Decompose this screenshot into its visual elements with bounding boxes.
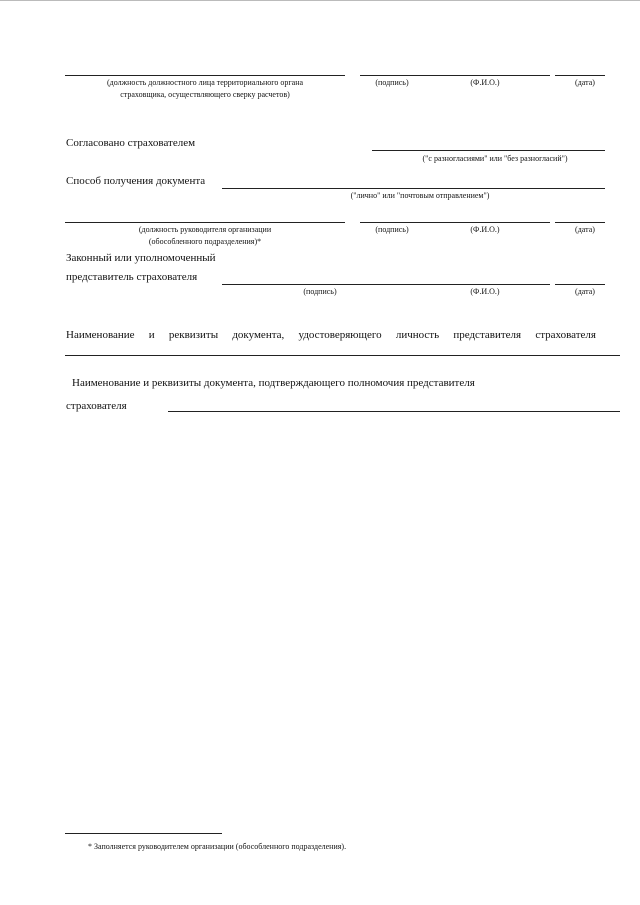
representative-line <box>222 284 550 285</box>
position-line-2 <box>65 222 345 223</box>
date-caption-1: (дата) <box>575 78 595 87</box>
fio-caption-1: (Ф.И.О.) <box>470 78 500 87</box>
position-caption-2a: (должность руководителя организации <box>138 225 272 234</box>
representative-label-2: представитель страхователя <box>66 271 198 283</box>
footnote-text: * Заполняется руководителем организации (обособленного подразделения). <box>88 842 347 851</box>
signature-caption-2: (подпись) <box>375 225 409 234</box>
signature-fio-line-1 <box>360 75 550 76</box>
date-caption-2: (дата) <box>575 225 595 234</box>
representative-fio-caption: (Ф.И.О.) <box>470 287 500 296</box>
representative-date-caption: (дата) <box>575 287 595 296</box>
authority-doc-label-1: Наименование и реквизиты документа, подтверждающего полномочия представителя <box>72 377 475 389</box>
authority-doc-line <box>168 411 620 412</box>
authority-doc-label-2: страхователя <box>66 400 127 412</box>
agreement-caption: ("с разногласиями" или "без разногласий") <box>422 154 568 163</box>
agreement-line <box>372 150 605 151</box>
date-line-1 <box>555 75 605 76</box>
representative-signature-caption: (подпись) <box>303 287 337 296</box>
representative-date-line <box>555 284 605 285</box>
identity-doc-line <box>65 355 620 356</box>
date-line-2 <box>555 222 605 223</box>
identity-doc-label: Наименование и реквизиты документа, удостоверяющего личность представителя страхователя <box>66 329 596 341</box>
position-caption-2b: (обособленного подразделения)* <box>148 237 262 246</box>
footnote-separator <box>65 833 222 834</box>
representative-label-1: Законный или уполномоченный <box>66 252 216 264</box>
fio-caption-2: (Ф.И.О.) <box>470 225 500 234</box>
signature-fio-line-2 <box>360 222 550 223</box>
scan-edge <box>0 0 640 1</box>
position-line-1 <box>65 75 345 76</box>
receipt-caption: ("лично" или "почтовым отправлением") <box>350 191 490 200</box>
position-caption-1b: страховщика, осуществляющего сверку расчетов) <box>120 90 290 99</box>
receipt-line <box>222 188 605 189</box>
signature-caption-1: (подпись) <box>375 78 409 87</box>
position-caption-1a: (должность должностного лица территориального органа <box>106 78 304 87</box>
agreement-label: Согласовано страхователем <box>66 137 196 149</box>
receipt-label: Способ получения документа <box>66 175 206 187</box>
